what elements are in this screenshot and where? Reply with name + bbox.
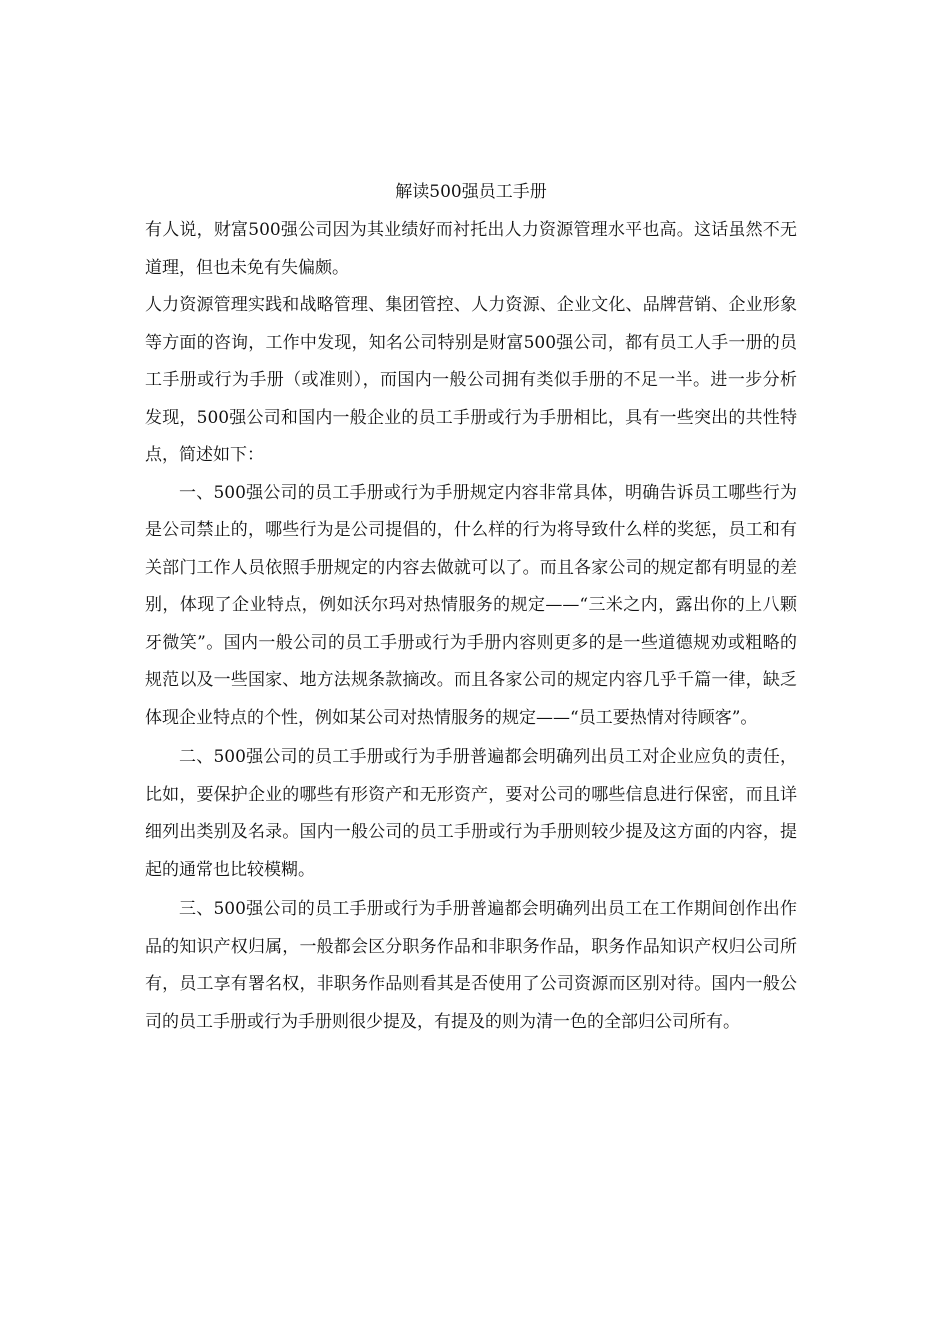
- paragraph-background: 人力资源管理实践和战略管理、集团管控、人力资源、企业文化、品牌营销、企业形象等方面的咨询，工作中发现，知名公司特别是财富500强公司，都有员工人手一册的员工手册或行为手册（或准则），而国内一般公司拥有类似手册的不足一半。进一步分析发现，500强公司和国内一般企业的员工手册或行为手册相比，具有一些突出的共性特点，简述如下：: [145, 295, 797, 465]
- paragraph-point-1: 一、500强公司的员工手册或行为手册规定内容非常具体，明确告诉员工哪些行为是公司禁止的，哪些行为是公司提倡的，什么样的行为将导致什么样的奖惩，员工和有关部门工作人员依照手册规定的内容去做就可以了。而且各家公司的规定都有明显的差别，体现了企业特点，例如沃尔玛对热情服务的规定——“三米之内，露出你的上八颗牙微笑”。国内一般公司的员工手册或行为手册内容则更多的是一些道德规劝或粗略的规范以及一些国家、地方法规条款摘改。而且各家公司的规定内容几乎千篇一律，缺乏体现企业特点的个性，例如某公司对热情服务的规定——“员工要热情对待顾客”。: [145, 482, 797, 728]
- paragraph-point-3: 三、500强公司的员工手册或行为手册普遍都会明确列出员工在工作期间创作出作品的知识产权归属，一般都会区分职务作品和非职务作品，职务作品知识产权归公司所有，员工享有署名权，非职务作品则看其是否使用了公司资源而区别对待。国内一般公司的员工手册或行为手册则很少提及，有提及的则为清一色的全部归公司所有。: [145, 899, 797, 1032]
- paragraph-intro: 有人说，财富500强公司因为其业绩好而衬托出人力资源管理水平也高。这话虽然不无道理，但也未免有失偏颇。: [145, 220, 797, 278]
- document-title: 解读500强员工手册: [395, 182, 547, 202]
- document-body: [145, 178, 797, 1041]
- paragraph-point-2: 二、500强公司的员工手册或行为手册普遍都会明确列出员工对企业应负的责任，比如，要保护企业的哪些有形资产和无形资产，要对公司的哪些信息进行保密，而且详细列出类别及名录。国内一般公司的员工手册或行为手册则较少提及这方面的内容，提起的通常也比较模糊。: [145, 747, 797, 880]
